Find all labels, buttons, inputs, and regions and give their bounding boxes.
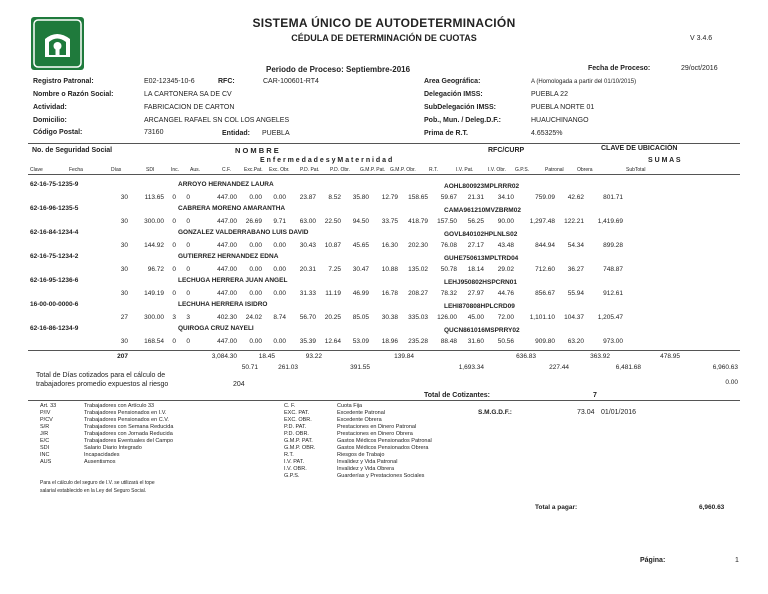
employee-nss: 62-16-75-1234-2 [30,253,79,260]
th-enfermedades: E n f e r m e d a d e s y M a t e r n i d a d [260,157,393,164]
legend-code: INC [40,452,50,458]
employee-curp: GOVL840102HPLNLS02 [444,231,518,238]
area-value: A (Homologada a partir del 01/10/2015) [531,79,637,85]
column-header: G.M.P. Pat. [360,167,386,173]
cell-value: 56.25 [467,218,484,225]
cell-value: 144.92 [144,242,164,249]
legend-desc: Incapacidades [84,452,120,458]
cell-value: 447.00 [217,194,237,201]
header-divider-top [28,143,740,144]
fecha-proceso-label: Fecha de Proceso: [588,65,651,72]
pob-value: HUAUCHINANGO [531,117,589,124]
column-header: I.V. Pat. [456,167,474,173]
employee-name: GUTIERREZ HERNANDEZ EDNA [178,253,279,260]
column-header: Patronal [545,167,564,173]
legend-code: AUS [40,459,52,465]
delegacion-value: PUEBLA 22 [531,91,568,98]
cell-value: 149.19 [144,290,164,297]
total-gps: 363.92 [590,353,610,360]
total-iv-obr: 227.44 [549,364,569,371]
nombre-label: Nombre o Razón Social: [33,91,114,98]
cell-value: 63.00 [299,218,316,225]
cell-value: 50.78 [440,266,457,273]
cell-value: 10.87 [324,242,341,249]
cell-value: 30.47 [352,266,369,273]
th-nss: No. de Seguridad Social [32,147,113,154]
cell-value: 29.02 [497,266,514,273]
cell-value: 447.00 [217,218,237,225]
employee-curp: AOHL800923MPLRRR02 [444,183,520,190]
legend-code: SDI [40,445,50,451]
cell-value: 30 [120,290,128,297]
cell-value: 50.56 [497,338,514,345]
cell-value: 0.00 [273,266,286,273]
cell-value: 208.27 [408,290,428,297]
th-nombre: N O M B R E [235,146,279,155]
total-pagar-label: Total a pagar: [535,504,578,511]
document-subtitle: CÉDULA DE DETERMINACIÓN DE CUOTAS [291,33,477,43]
cell-value: 402.30 [217,314,237,321]
registro-label: Registro Patronal: [33,78,94,85]
cell-value: 3 [186,314,190,321]
employee-name: CABRERA MORENO AMARANTHA [178,205,286,212]
legend-desc: Guarderías y Prestaciones Sociales [337,473,425,479]
cell-value: 27 [120,314,128,321]
employee-curp: CAMA961210MVZBRM02 [444,207,521,214]
column-header: Inc. [171,167,180,173]
domicilio-label: Domicilio: [33,117,67,124]
legend-desc: Trabajadores Pensionados en C.V. [84,417,169,423]
column-header: C.F. [222,167,231,173]
cell-value: 35.39 [299,338,316,345]
legend-note-1: Para el cálculo del seguro de I.V. se utilizará el tope [40,480,155,486]
cell-value: 973.00 [603,338,623,345]
area-label: Area Geográfica: [424,78,481,85]
version-label: V 3.4.6 [690,35,713,42]
cell-value: 53.09 [352,338,369,345]
dias-cotizados-text-1: Total de Días cotizados para el cálculo de [36,372,166,379]
legend-code: P/CV [40,417,53,423]
column-header: P.D. Obr. [330,167,350,173]
cell-value: 27.17 [467,242,484,249]
cell-value: 43.48 [497,242,514,249]
cell-value: 8.52 [328,194,341,201]
cell-value: 63.20 [567,338,584,345]
cell-value: 30 [120,266,128,273]
cell-value: 0.00 [249,266,262,273]
legend-desc: Trabajadores con Artículo 33 [84,403,155,409]
cell-value: 759.09 [535,194,555,201]
legend-desc: Invalidez y Vida Obrera [337,466,395,472]
legend-code: E/C [40,438,50,444]
cell-value: 10.88 [381,266,398,273]
total-extra: 0.00 [725,379,738,386]
legend-desc: Salario Diario Integrado [84,445,142,451]
employee-curp: LEHI870808HPLCRD09 [444,303,515,310]
legend-code: EXC. OBR. [284,417,312,423]
cell-value: 54.34 [567,242,584,249]
employee-nss: 62-16-95-1236-6 [30,277,79,284]
legend-code: P.D. OBR. [284,431,309,437]
cell-value: 1,419.69 [597,218,623,225]
cell-value: 45.00 [467,314,484,321]
cell-value: 418.79 [408,218,428,225]
pob-label: Pob., Mun. / Deleg.D.F.: [424,117,501,124]
column-header: Aus. [190,167,201,173]
total-gmp-obr: 139.84 [394,353,414,360]
cell-value: 0 [172,266,176,273]
delegacion-label: Delegación IMSS: [424,91,483,98]
cell-value: 844.94 [535,242,555,249]
cell-value: 30 [120,338,128,345]
legend-desc: Cuota Fija [337,403,363,409]
cell-value: 7.25 [328,266,341,273]
cell-value: 94.50 [352,218,369,225]
legend-code: J/R [40,431,49,437]
legend-desc: Excedente Patronal [337,410,386,416]
total-cf: 3,084.30 [211,353,237,360]
cell-value: 27.97 [467,290,484,297]
cell-value: 0 [186,338,190,345]
totals-divider [28,350,740,351]
legend-desc: Prestaciones en Dinero Patronal [337,424,417,430]
cell-value: 59.67 [440,194,457,201]
legend-desc: Excedente Obrera [337,417,382,423]
rfc-label: RFC: [218,78,235,85]
cell-value: 12.64 [324,338,341,345]
cell-value: 0.00 [273,338,286,345]
cell-value: 45.65 [352,242,369,249]
total-pagar-value: 6,960.63 [699,504,725,511]
cell-value: 3 [172,314,176,321]
cell-value: 30.43 [299,242,316,249]
legend-divider [28,400,740,401]
cell-value: 31.33 [299,290,316,297]
cell-value: 9.71 [273,218,286,225]
cell-value: 56.70 [299,314,316,321]
cell-value: 135.02 [408,266,428,273]
cell-value: 158.65 [408,194,428,201]
cell-value: 0.00 [249,290,262,297]
registro-value: E02-12345-10-6 [144,78,195,85]
employee-nss: 62-16-84-1234-4 [30,229,79,236]
cell-value: 76.08 [440,242,457,249]
legend-code: P/IV [40,410,51,416]
cell-value: 0 [186,266,190,273]
pagina-label: Página: [640,557,666,564]
legend-desc: Trabajadores Eventuales del Campo [84,438,174,444]
cp-value: 73160 [144,129,164,136]
cell-value: 748.87 [603,266,623,273]
employee-curp: LEHJ950802HSPCRN01 [444,279,517,286]
cell-value: 88.48 [440,338,457,345]
domicilio-value: ARCANGEL RAFAEL SN COL LOS ANGELES [144,117,290,124]
cell-value: 30 [120,242,128,249]
cell-value: 23.87 [299,194,316,201]
cell-value: 235.28 [408,338,428,345]
cell-value: 35.80 [352,194,369,201]
legend-desc: Invalidez y Vida Patronal [337,459,398,465]
cell-value: 26.69 [245,218,262,225]
cell-value: 11.19 [325,290,341,297]
cell-value: 30 [120,218,128,225]
periodo-label: Periodo de Proceso: Septiembre-2016 [266,65,411,74]
cell-value: 16.78 [381,290,398,297]
cell-value: 18.96 [381,338,398,345]
cell-value: 18.14 [467,266,484,273]
column-header: Exc. Obr. [269,167,290,173]
th-sumas: S U M A S [648,157,681,164]
cell-value: 0.00 [273,242,286,249]
cell-value: 31.60 [467,338,484,345]
cell-value: 22.50 [324,218,341,225]
column-header: SubTotal [626,167,646,173]
legend-code: S/R [40,424,50,430]
column-header: I.V. Obr. [488,167,506,173]
cell-value: 55.94 [567,290,584,297]
cell-value: 78.32 [440,290,457,297]
cell-value: 33.75 [381,218,398,225]
cell-value: 0 [172,290,176,297]
legend-code: I.V. OBR. [284,466,307,472]
cell-value: 1,101.10 [529,314,555,321]
cell-value: 122.21 [564,218,584,225]
cell-value: 912.61 [603,290,623,297]
employee-name: ARROYO HERNANDEZ LAURA [178,181,274,188]
total-dias: 207 [117,353,128,360]
smgdf-date: 01/01/2016 [601,409,637,416]
cell-value: 0 [172,242,176,249]
employee-name: LECHUHA HERRERA ISIDRO [178,301,268,308]
legend-desc: Prestaciones en Dinero Obrera [337,431,413,437]
header-divider-bottom [28,174,740,175]
cell-value: 168.54 [144,338,164,345]
column-header: P.D. Pat. [300,167,320,173]
legend-code: C. F. [284,403,296,409]
cell-value: 42.62 [567,194,584,201]
th-rfc-curp: RFC/CURP [488,147,525,154]
cell-value: 0.00 [249,338,262,345]
cell-value: 36.27 [567,266,584,273]
total-exc-pat: 18.45 [258,353,275,360]
dias-cotizados-text-2: trabajadores promedio expuestos al riesgo [36,381,169,388]
total-pd-obr: 261.03 [278,364,298,371]
cell-value: 30.38 [381,314,398,321]
total-pd-pat: 93.22 [305,353,322,360]
cell-value: 24.02 [245,314,262,321]
legend-code: P.D. PAT. [284,424,307,430]
employee-name: GONZALEZ VALDERRABANO LUIS DAVID [178,229,309,236]
cell-value: 447.00 [217,290,237,297]
legend-desc: Riesgos de Trabajo [337,452,385,458]
legend-code: Art. 33 [40,403,57,409]
employee-curp: GUHE750613MPLTRD04 [444,255,519,262]
total-exc-obr: 50.71 [241,364,258,371]
cell-value: 202.30 [408,242,428,249]
entidad-value: PUEBLA [262,130,290,137]
cell-value: 96.72 [147,266,164,273]
smgdf-value: 73.04 [577,409,595,416]
column-header: Clave [30,167,43,173]
cell-value: 46.99 [352,290,369,297]
cell-value: 899.28 [603,242,623,249]
legend-code: R.T. [284,452,294,458]
legend-desc: Ausentismos [84,459,116,465]
employee-nss: 62-16-75-1235-9 [30,181,79,188]
cell-value: 34.10 [497,194,514,201]
cell-value: 0 [186,194,190,201]
cell-value: 30 [120,194,128,201]
column-header: Días [111,167,122,173]
smgdf-label: S.M.G.D.F.: [478,409,512,416]
total-patronal: 6,481.68 [615,364,641,371]
th-clave-ubicacion: CLAVE DE UBICACIÓN [601,145,678,152]
subdelegacion-label: SubDelegación IMSS: [424,104,496,111]
cell-value: 21.31 [467,194,484,201]
cell-value: 1,205.47 [597,314,623,321]
document-title: SISTEMA ÚNICO DE AUTODETERMINACIÓN [252,16,516,30]
cell-value: 0 [172,338,176,345]
actividad-label: Actividad: [33,104,67,111]
cell-value: 447.00 [217,266,237,273]
cell-value: 20.25 [324,314,341,321]
cell-value: 0 [172,218,176,225]
cell-value: 104.37 [564,314,584,321]
legend-desc: Gastos Médicos Pensionados Obrera [337,445,429,451]
dias-cotizados-value: 204 [233,381,245,388]
cell-value: 12.79 [381,194,398,201]
legend-code: EXC. PAT. [284,410,310,416]
rfc-value: CAR-100601-RT4 [263,78,319,85]
employee-nss: 62-16-86-1234-9 [30,325,79,332]
cell-value: 16.30 [381,242,398,249]
column-header: SDI [146,167,155,173]
legend-desc: Gastos Médicos Pensionados Patronal [337,438,432,444]
entidad-label: Entidad: [222,130,250,137]
cell-value: 0 [172,194,176,201]
cell-value: 20.31 [299,266,316,273]
employee-curp: QUCN861016MSPRRY02 [444,327,520,334]
column-header: Obrera [577,167,593,173]
legend-code: G.P.S. [284,473,300,479]
cell-value: 801.71 [603,194,623,201]
cell-value: 72.00 [497,314,514,321]
prima-value: 4.65325% [531,130,563,137]
cp-label: Código Postal: [33,129,83,136]
pagina-value: 1 [735,557,739,564]
cell-value: 856.67 [535,290,555,297]
cell-value: 335.03 [408,314,428,321]
cell-value: 712.60 [535,266,555,273]
cell-value: 447.00 [217,242,237,249]
total-gmp-pat: 391.55 [350,364,370,371]
cell-value: 90.00 [497,218,514,225]
cell-value: 447.00 [217,338,237,345]
column-header: G.M.P. Obr. [390,167,416,173]
total-iv-pat: 636.83 [516,353,536,360]
employee-name: LECHUGA HERRERA JUAN ANGEL [178,277,288,284]
cell-value: 0.00 [249,242,262,249]
legend-code: G.M.P. OBR. [284,445,316,451]
cell-value: 8.74 [273,314,286,321]
legend-code: G.M.P. PAT. [284,438,313,444]
employee-nss: 62-16-96-1235-5 [30,205,79,212]
cell-value: 300.00 [144,314,164,321]
employee-name: QUIROGA CRUZ NAYELI [178,325,254,332]
cell-value: 0 [186,218,190,225]
cell-value: 0.00 [249,194,262,201]
legend-code: I.V. PAT. [284,459,305,465]
fecha-proceso-value: 29/oct/2016 [681,65,718,72]
cell-value: 0.00 [273,290,286,297]
total-rt: 1,693.34 [458,364,484,371]
cell-value: 126.00 [437,314,457,321]
cell-value: 0 [186,290,190,297]
cell-value: 300.00 [144,218,164,225]
cell-value: 1,297.48 [529,218,555,225]
cell-value: 157.50 [437,218,457,225]
nombre-value: LA CARTONERA SA DE CV [144,91,232,98]
cell-value: 85.05 [352,314,369,321]
legend-desc: Trabajadores con Jornada Reducida [84,431,173,437]
legend-desc: Trabajadores Pensionados en I.V. [84,410,167,416]
actividad-value: FABRICACION DE CARTON [144,104,235,111]
column-header: Fecha [69,167,83,173]
total-subtotal: 6,960.63 [712,364,738,371]
cell-value: 0.00 [273,194,286,201]
cell-value: 909.80 [535,338,555,345]
subdelegacion-value: PUEBLA NORTE 01 [531,104,595,111]
column-header: Exc.Pat. [244,167,263,173]
prima-label: Prima de R.T. [424,130,468,137]
cell-value: 44.76 [497,290,514,297]
employee-nss: 16-00-00-0000-6 [30,301,79,308]
column-header: G.P.S. [515,167,530,173]
cotizantes-value: 7 [593,392,597,399]
cell-value: 113.65 [144,194,164,201]
legend-desc: Trabajadores con Semana Reducida [84,424,174,430]
total-obrera: 478.95 [660,353,680,360]
cell-value: 0 [186,242,190,249]
column-header: R.T. [429,167,438,173]
cotizantes-label: Total de Cotizantes: [424,392,490,399]
legend-note-2: salarial establecido en la Ley del Seguro Social. [40,488,147,494]
